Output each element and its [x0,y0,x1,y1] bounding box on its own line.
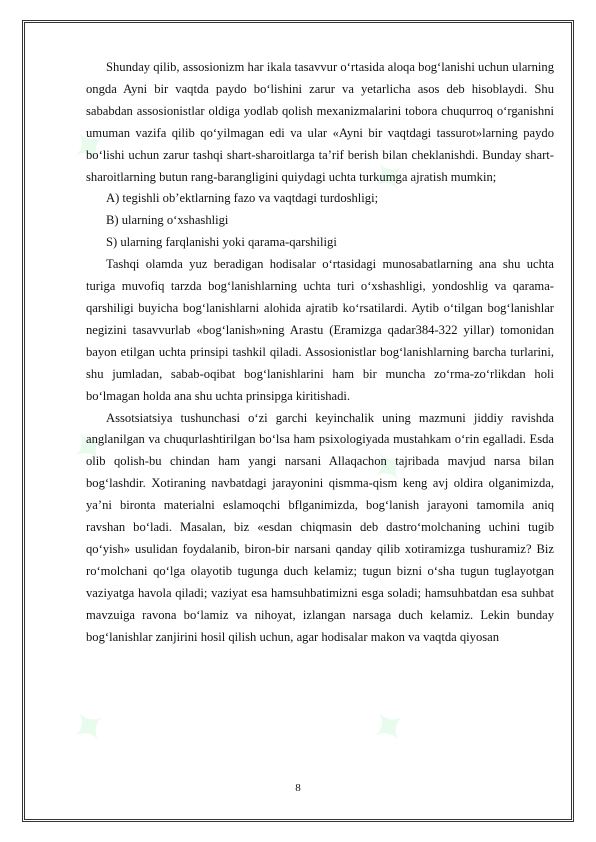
list-item: A) tegishli ob’ektlarning fazo va vaqtdagi turdoshligi; [106,191,379,206]
page-body [86,57,554,648]
watermark-logo: ✦ [357,433,421,501]
list-item: S) ularning farqlanishi yoki qarama-qarshiligi [106,235,337,250]
watermark-logo: ✦ [57,113,121,181]
page-number: 8 [295,782,301,794]
paragraph: Assotsiatsiya tushunchasi o‘zi garchi keyinchalik uning mazmuni jiddiy ravishda anglanilgan va chuqurlashtirilgan bo‘lsa ham psixologiyada mustahkam o‘rin egalladi. Esda olib qolish-bu chindan ham yangi narsani Allaqachon tajribada mavjud narsa bilan bog‘lashdir. Xotiraning navbatdagi jarayonini qismma-qism keng avj oldira olganimizda, ya’ni bironta materialni eslamoqchi bflganimizda, bog‘lanish jarayoni tamomila aniq ravshan bo‘ladi. Masalan, biz «esdan chiqmasin deb dastro‘molchaning uchini tugib qo‘yish» usulidan foydalanib, biron-bir narsani qanday qilib xotiramizga tushuramiz? Biz ro‘molchani qo‘lga olayotib tugunga duch kelamiz; tugun bizni o‘sha tugun tuglayotgan vaziyatga havola qiladi; vaziyat esa hamsuhbatimizni esga soladi; hamsuhbatdan esa suhbat mavzuiga ravona bo‘lamiz va nihoyat, izlangan narsaga duch kelamiz. Lekin bunday bog‘lanishlar zanjirini hosil qilish uchun, agar hodisalar makon va vaqtda qiyosan [86,410,554,644]
watermark-logo: ✦ [57,693,121,761]
paragraph: Shunday qilib, assosionizm har ikala tasavvur o‘rtasida aloqa bog‘lanishi uchun ularning ongda Ayni bir vaqtda paydo bo‘lishini zarur va yetarlicha asos deb hisoblaydi. Shu sababdan assosionistlar oldiga yodlab qolish mexanizmalarini tobora chuqurroq o‘rganishni umuman vazifa qilib qo‘yilmagan edi va ular «Ayni bir vaqtdagi tassurot»larning paydo bo‘lishi uchun zarur tashqi shart-sharoitlarga ta’rif berish bilan cheklanishdi. Bunday shart-sharoitlarning butun rang-barangligini quiydagi uchta turkumga ajratish mumkin; [86,60,554,184]
watermark-logo: ✦ [57,413,121,481]
list-item: B) ularning o‘xshashligi [106,213,229,228]
paragraph: Tashqi olamda yuz beradigan hodisalar o‘rtasidagi munosabatlarning ana shu uchta turiga muvofiq tarzda bog‘lanishlarning uchta turi o‘xshashligi, yondoshlig va qarama- qarshiligi buyicha bog‘lanishlarni alohida ajratib ko‘rsatilardi. Aytib o‘tilgan bog‘lanishlar negizini tasavvurlab «bog‘lanish»ning Arastu (Eramizga qadar384-322 yillar) tomonidan bayon etilgan uchta prinsipi tashkil qiladi. Assosionistlar bog‘lanishlarning barcha turlarini, shu jumladan, sabab-oqibat bog‘lanishlarini ham bir muncha zo‘rma-zo‘rlikdan holi bo‘lmagan holda ana shu uchta prinsipga kiritishadi. [86,257,554,403]
watermark-logo: ✦ [357,143,421,211]
watermark-logo: ✦ [357,693,421,761]
